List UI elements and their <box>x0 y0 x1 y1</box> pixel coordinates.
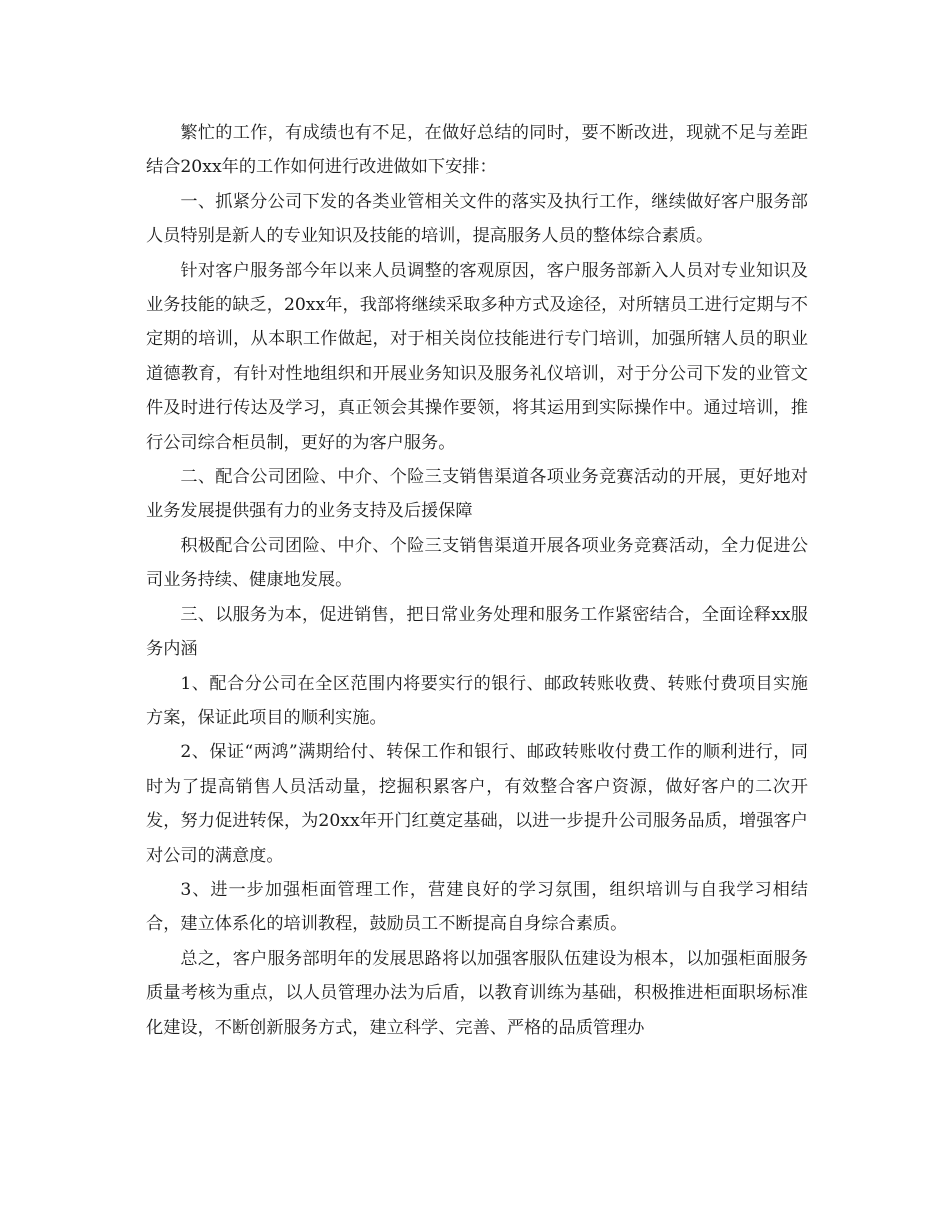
paragraph-item-two: 2、保证“两鸿”满期给付、转保工作和银行、邮政转账收付费工作的顺利进行，同时为了提高销售人员活动量，挖掘积累客户，有效整合客户资源，做好客户的二次开发，努力促进转保，为20xx年开门红奠定基础，以进一步提升公司服务品质，增强客户对公司的满意度。 <box>146 742 808 866</box>
paragraph-conclusion: 总之，客户服务部明年的发展思路将以加强客服队伍建设为根本，以加强柜面服务质量考核为重点，以人员管理办法为后盾，以教育训练为基础，积极推进柜面职场标准化建设，不断创新服务方式，建立科学、完善、严格的品质管理办 <box>146 948 808 1038</box>
paragraph-item-three: 3、进一步加强柜面管理工作，营建良好的学习氛围，组织培训与自我学习相结合，建立体系化的培训教程，鼓励员工不断提高自身综合素质。 <box>146 879 808 935</box>
paragraph-sales-channel-support: 积极配合公司团险、中介、个险三支销售渠道开展各项业务竞赛活动，全力促进公司业务持续、健康地发展。 <box>146 535 808 591</box>
paragraph-section-one-heading: 一、抓紧分公司下发的各类业管相关文件的落实及执行工作，继续做好客户服务部人员特别是新人的专业知识及技能的培训，提高服务人员的整体综合素质。 <box>146 191 808 247</box>
paragraph-item-one: 1、配合分公司在全区范围内将要实行的银行、邮政转账收费、转账付费项目实施方案，保证此项目的顺利实施。 <box>146 673 808 728</box>
paragraph-training-details: 针对客户服务部今年以来人员调整的客观原因，客户服务部新入人员对专业知识及业务技能的缺乏，20xx年，我部将继续采取多种方式及途径，对所辖员工进行定期与不定期的培训，从本职工作做起，对于相关岗位技能进行专门培训，加强所辖人员的职业道德教育，有针对性地组织和开展业务知识及服务礼仪培训，对于分公司下发的业管文件及时进行传达及学习，真正领会其操作要领，将其运用到实际操作中。通过培训，推行公司综合柜员制，更好的为客户服务。 <box>146 260 808 453</box>
paragraph-section-two-heading: 二、配合公司团险、中介、个险三支销售渠道各项业务竞赛活动的开展，更好地对业务发展提供强有力的业务支持及后援保障 <box>146 467 808 522</box>
paragraph-intro: 繁忙的工作，有成绩也有不足，在做好总结的同时，要不断改进，现就不足与差距结合20xx年的工作如何进行改进做如下安排： <box>146 123 808 178</box>
document-body <box>146 116 808 1045</box>
paragraph-section-three-heading: 三、以服务为本，促进销售，把日常业务处理和服务工作紧密结合，全面诠释xx服务内涵 <box>146 604 808 660</box>
